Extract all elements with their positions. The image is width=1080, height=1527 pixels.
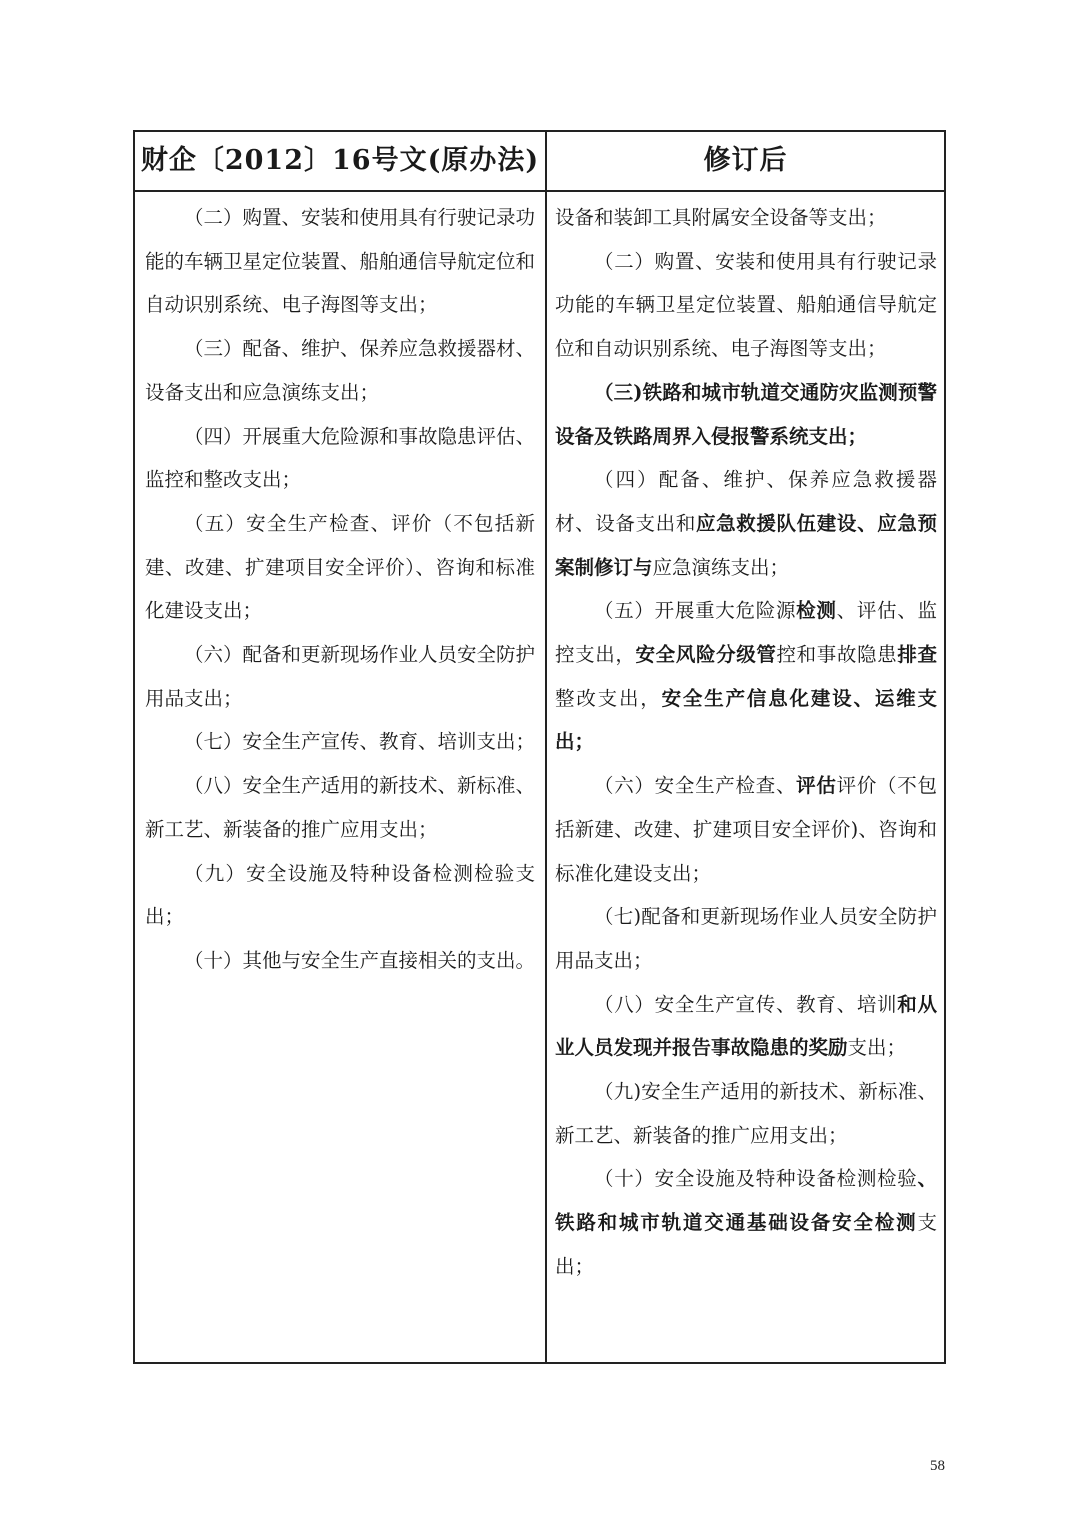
- revised-item-5-added-check: 排查: [897, 643, 937, 667]
- column-divider: [545, 132, 547, 1362]
- original-item-4: （四）开展重大危险源和事故隐患评估、监控和整改支出；: [145, 424, 536, 492]
- revised-item-10-added: 、铁路和城市轨道交通基础设备安全检测: [555, 1167, 937, 1235]
- revised-item-5: [555, 589, 937, 764]
- table-header-row: [135, 132, 944, 192]
- revised-item-10-text: （十）安全设施及特种设备检测检验: [594, 1167, 918, 1191]
- original-item-10: （十）其他与安全生产直接相关的支出。: [184, 948, 536, 972]
- revised-item-8-text: （八）安全生产宣传、教育、培训: [594, 992, 898, 1016]
- revised-item-4-text: （四）配备、维护、保养应急救援器材、设备支出和: [555, 468, 937, 535]
- revised-item-2: （二）购置、安装和使用具有行驶记录功能的车辆卫星定位装置、船舶通信导航定位和自动识别系统、电子海图等支出；: [555, 249, 937, 361]
- revised-item-9: （九)安全生产适用的新技术、新标准、新工艺、新装备的推广应用支出；: [555, 1080, 937, 1147]
- original-item-8: （八）安全生产适用的新技术、新标准、新工艺、新装备的推广应用支出；: [145, 774, 536, 841]
- revised-item-7: （七)配备和更新现场作业人员安全防护用品支出；: [555, 905, 937, 972]
- header-original-method: 财企〔2012〕16号文(原办法): [140, 145, 540, 176]
- revised-item-6-tail: 评价（不包括新建、改建、扩建项目安全评价)、咨询和标准化建设支出；: [555, 774, 937, 885]
- revised-item-8: [555, 983, 937, 1070]
- revised-item-10: [555, 1157, 937, 1288]
- revised-item-5-added-detect: 检测: [796, 599, 837, 623]
- revised-item-6-added: 评估: [796, 774, 837, 798]
- revised-item-1-continued: 设备和装卸工具附属安全设备等支出；: [555, 206, 887, 229]
- revised-item-4: [555, 458, 937, 589]
- revised-item-4-tail: 应急演练支出；: [652, 555, 790, 579]
- revised-item-6: [555, 764, 937, 895]
- revised-item-5-text-c: 控和事故隐患: [776, 643, 898, 667]
- original-column: [145, 192, 535, 983]
- original-item-9: （九）安全设施及特种设备检测检验支出；: [145, 861, 535, 929]
- revised-item-10-tail: 支出；: [555, 1211, 937, 1278]
- header-revised: 修订后: [703, 145, 788, 176]
- original-item-6: （六）配备和更新现场作业人员安全防护用品支出；: [145, 643, 536, 710]
- revised-item-8-added: 和从业人员发现并报告事故隐患的奖励: [555, 992, 937, 1060]
- revised-item-3-new: （三)铁路和城市轨道交通防灾监测预警设备及铁路周界入侵报警系统支出；: [555, 380, 937, 448]
- revised-item-8-tail: 支出；: [847, 1036, 907, 1060]
- revised-item-5-text-b: 、评估、监控支出，: [555, 599, 937, 667]
- revised-item-6-text: （六）安全生产检查、: [594, 774, 797, 798]
- original-item-7: （七）安全生产宣传、教育、培训支出；: [184, 730, 536, 754]
- revised-item-5-text-d: 整改支出，: [555, 686, 662, 710]
- original-item-3: （三）配备、维护、保养应急救援器材、设备支出和应急演练支出；: [145, 337, 536, 404]
- revised-item-5-added-it: 安全生产信息化建设、运维支出；: [555, 686, 937, 754]
- original-item-2: （二）购置、安装和使用具有行驶记录功能的车辆卫星定位装置、船舶通信导航定位和自动识别系统、电子海图等支出；: [145, 206, 536, 317]
- page-number: 58: [930, 1458, 945, 1474]
- comparison-table: [133, 130, 946, 1364]
- revised-item-4-added: 应急救援队伍建设、应急预案制修订与: [555, 511, 937, 579]
- revised-item-5-text: （五）开展重大危险源: [594, 599, 797, 623]
- revised-column: [555, 192, 937, 1289]
- revised-item-5-added-risk: 安全风险分级管: [635, 643, 777, 667]
- original-item-5: （五）安全生产检查、评价（不包括新建、改建、扩建项目安全评价）、咨询和标准化建设支出；: [145, 511, 535, 623]
